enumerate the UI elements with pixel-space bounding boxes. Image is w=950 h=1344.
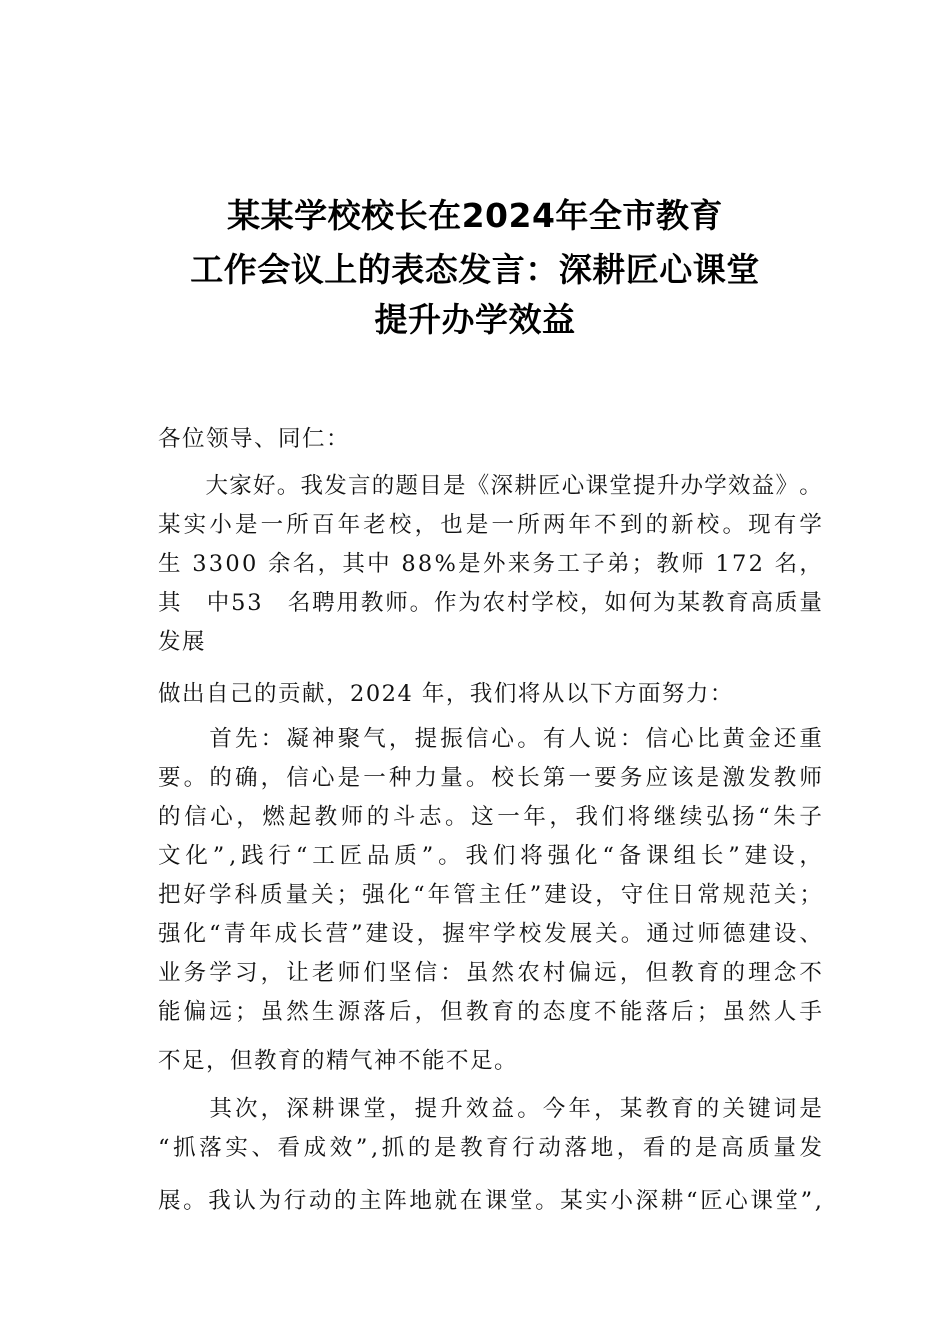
doc-body-line: 不足，但教育的精气神不能不足。 <box>158 1048 519 1074</box>
doc-title-line-1: 某某学校校长在2024年全市教育 <box>227 196 723 235</box>
doc-title-line-3: 提升办学效益 <box>374 300 576 339</box>
doc-body-line: 做出自己的贡献，2024 年，我们将从以下方面努力： <box>158 681 734 707</box>
doc-body-line: 大 家 好 。 我 发 言 的 题 目 是 《 深 耕 匠 心 课 堂 提 升 办 学 效 益 》 。 <box>205 473 822 499</box>
doc-body-line: 发展 <box>158 629 207 655</box>
doc-body-line: 把 好 学 科 质 量 关 ； 强 化 “ 年 管 主 任 ” 建 设 ， 守 住 日 常 规 范 关 ； <box>158 882 822 908</box>
doc-body-line: 的 信 心 ， 燃 起 教 师 的 斗 志 。 这 一 年 ， 我 们 将 继 续 弘 扬 “ 朱 子 <box>158 804 822 830</box>
doc-body-line: 其 次 ， 深 耕 课 堂 ， 提 升 效 益 。 今 年 ， 某 教 育 的 关 键 词 是 <box>209 1096 822 1122</box>
doc-body-line: 业 务 学 习 ， 让 老 师 们 坚 信 ： 虽 然 农 村 偏 远 ， 但 教 育 的 理 念 不 <box>158 960 822 986</box>
doc-body-line: 生 3 3 0 0 余 名 ， 其 中 8 8 % 是 外 来 务 工 子 弟 ； 教 师 1 7 2 名 ， <box>158 551 822 577</box>
doc-body-line: 展 。 我 认 为 行 动 的 主 阵 地 就 在 课 堂 。 某 实 小 深 耕 “ 匠 心 课 堂 ” , <box>158 1188 822 1214</box>
doc-body-line: 强 化 “ 青 年 成 长 营 ” 建 设 ， 握 牢 学 校 发 展 关 。 通 过 师 德 建 设 、 <box>158 921 822 947</box>
doc-body-line: 首 先 ： 凝 神 聚 气 ， 提 振 信 心 。 有 人 说 ： 信 心 比 黄 金 还 重 <box>209 726 822 752</box>
doc-body-line: 各位领导、同仁： <box>158 426 351 452</box>
doc-body-line: 要 。 的 确 ， 信 心 是 一 种 力 量 。 校 长 第 一 要 务 应 该 是 激 发 教 师 <box>158 765 822 791</box>
doc-body-line: “ 抓 落 实 、 看 成 效 ” , 抓 的 是 教 育 行 动 落 地 ， 看 的 是 高 质 量 发 <box>158 1135 822 1161</box>
doc-body-line: 某 实 小 是 一 所 百 年 老 校 ， 也 是 一 所 两 年 不 到 的 新 校 。 现 有 学 <box>158 512 822 538</box>
doc-title-line-2: 工作会议上的表态发言：深耕匠心课堂 <box>190 250 760 289</box>
doc-body-line: 文 化 ” , 践 行 “ 工 匠 品 质 ” 。 我 们 将 强 化 “ 备 课 组 长 ” 建 设 ， <box>158 843 822 869</box>
doc-body-line: 其 中 5 3 名 聘 用 教 师 。 作 为 农 村 学 校 ， 如 何 为 某 教 育 高 质 量 <box>158 590 822 616</box>
doc-body-line: 能 偏 远 ； 虽 然 生 源 落 后 ， 但 教 育 的 态 度 不 能 落 后 ； 虽 然 人 手 <box>158 999 822 1025</box>
